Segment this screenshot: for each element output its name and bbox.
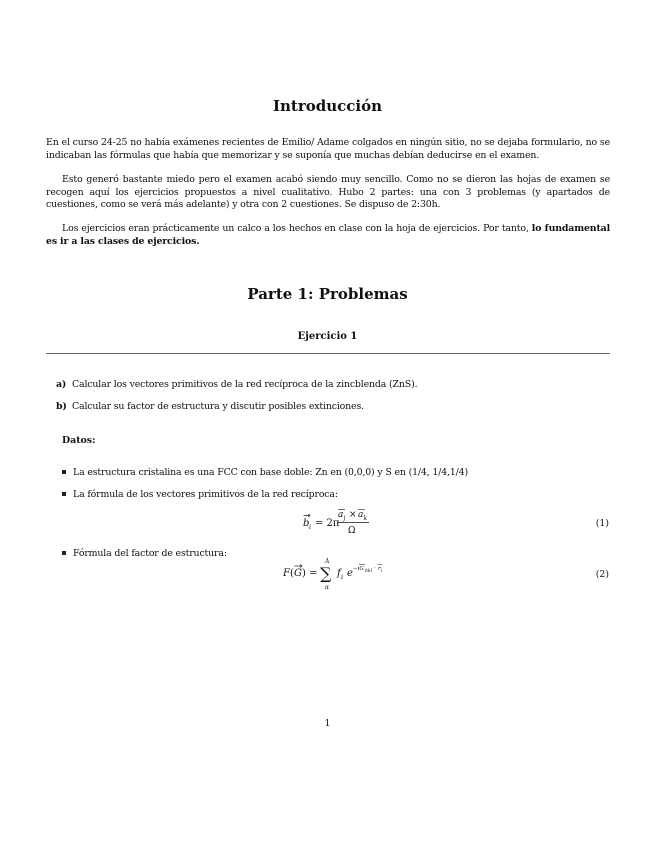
exercise1-heading: Ejercicio 1 bbox=[297, 331, 358, 342]
svg-text:∑: ∑ bbox=[320, 564, 332, 583]
svg-text:k: k bbox=[363, 515, 368, 522]
equation-structure-factor bbox=[283, 556, 398, 600]
equation-reciprocal-vectors bbox=[303, 508, 383, 540]
svg-text:hkl: hkl bbox=[365, 569, 373, 574]
svg-text:a: a bbox=[358, 510, 364, 520]
intro-paragraph-1: En el curso 24-25 no había exámenes recientes de Emilio/ Adame colgados en ningún sitio, no se dejaba formulario, no se indicaban las fórmulas que había que memorizar y se suponía que muchas debían deducirse en el examen. bbox=[46, 137, 610, 161]
svg-text:A: A bbox=[325, 558, 330, 565]
svg-text:e: e bbox=[347, 568, 353, 579]
item-b-text: Calcular su factor de estructura y discutir posibles extinciones. bbox=[72, 401, 364, 412]
equation-1-number: (1) bbox=[595, 518, 609, 529]
data-bullet-2 bbox=[62, 489, 338, 501]
svg-text:·: · bbox=[374, 566, 376, 572]
data-bullet-1-text: La estructura cristalina es una FCC con base doble: Zn en (0,0,0) y S en (1/4, 1/4,1/4) bbox=[73, 467, 469, 478]
datos-label: Datos: bbox=[62, 435, 96, 446]
svg-text:) =: ) = bbox=[302, 568, 318, 579]
svg-text:j: j bbox=[343, 515, 346, 522]
svg-text:G: G bbox=[294, 568, 302, 579]
svg-text:×: × bbox=[349, 510, 357, 520]
page-number: 1 bbox=[324, 718, 331, 729]
svg-text:a: a bbox=[338, 510, 344, 520]
exercise-item-a bbox=[56, 379, 417, 391]
svg-text:f: f bbox=[337, 568, 341, 579]
svg-text:F: F bbox=[283, 568, 290, 579]
svg-text:i: i bbox=[381, 569, 383, 574]
bullet-icon bbox=[62, 470, 66, 474]
bullet-icon bbox=[62, 492, 66, 496]
intro-paragraph-3-emphasis: lo fundamental es ir a las clases de ejercicios. bbox=[46, 223, 610, 247]
data-bullet-3-text: Fórmula del factor de estructura: bbox=[73, 548, 227, 559]
part1-heading: Parte 1: Problemas bbox=[247, 285, 408, 303]
svg-text:i: i bbox=[341, 573, 344, 581]
item-a-marker: a) bbox=[56, 379, 67, 390]
introduction-heading: Introducción bbox=[272, 97, 383, 115]
data-bullet-2-text: La fórmula de los vectores primitivos de la red recíproca: bbox=[73, 489, 338, 500]
item-b-marker: b) bbox=[56, 401, 67, 412]
svg-text:i: i bbox=[309, 523, 312, 531]
equation-1-graphic bbox=[303, 508, 383, 536]
equation-2-number: (2) bbox=[595, 569, 609, 580]
svg-text:r: r bbox=[378, 566, 381, 572]
svg-text:−iG: −iG bbox=[353, 566, 364, 572]
data-bullet-3 bbox=[62, 548, 227, 560]
svg-text:α: α bbox=[325, 584, 330, 591]
svg-text:(: ( bbox=[290, 568, 294, 579]
data-bullet-1 bbox=[62, 467, 468, 479]
intro-paragraph-3-text: Los ejercicios eran prácticamente un calco a los hechos en clase con la hoja de ejercicios. Por tanto, bbox=[62, 223, 532, 234]
bullet-icon bbox=[62, 551, 66, 555]
svg-text:Ω: Ω bbox=[348, 526, 356, 536]
intro-paragraph-3 bbox=[46, 223, 610, 248]
svg-text:b: b bbox=[303, 518, 310, 529]
item-a-text: Calcular los vectores primitivos de la red recíproca de la zincblenda (ZnS). bbox=[72, 379, 418, 390]
exercise-item-b bbox=[56, 401, 364, 413]
intro-paragraph-2: Esto generó bastante miedo pero el examen acabó siendo muy sencillo. Como no se dieron las hojas de examen se recogen aquí los ejercicios propuestos a nivel cualitativo. Hubo 2 partes: una con 3 problemas (y apartados de cuestiones, como se verá más adelante) y otra con 2 cuestiones. Se dispuso de 2:30h. bbox=[46, 174, 610, 210]
svg-text:= 2π: = 2π bbox=[315, 518, 340, 529]
exercise1-divider bbox=[46, 353, 610, 354]
equation-2-graphic bbox=[283, 556, 398, 596]
